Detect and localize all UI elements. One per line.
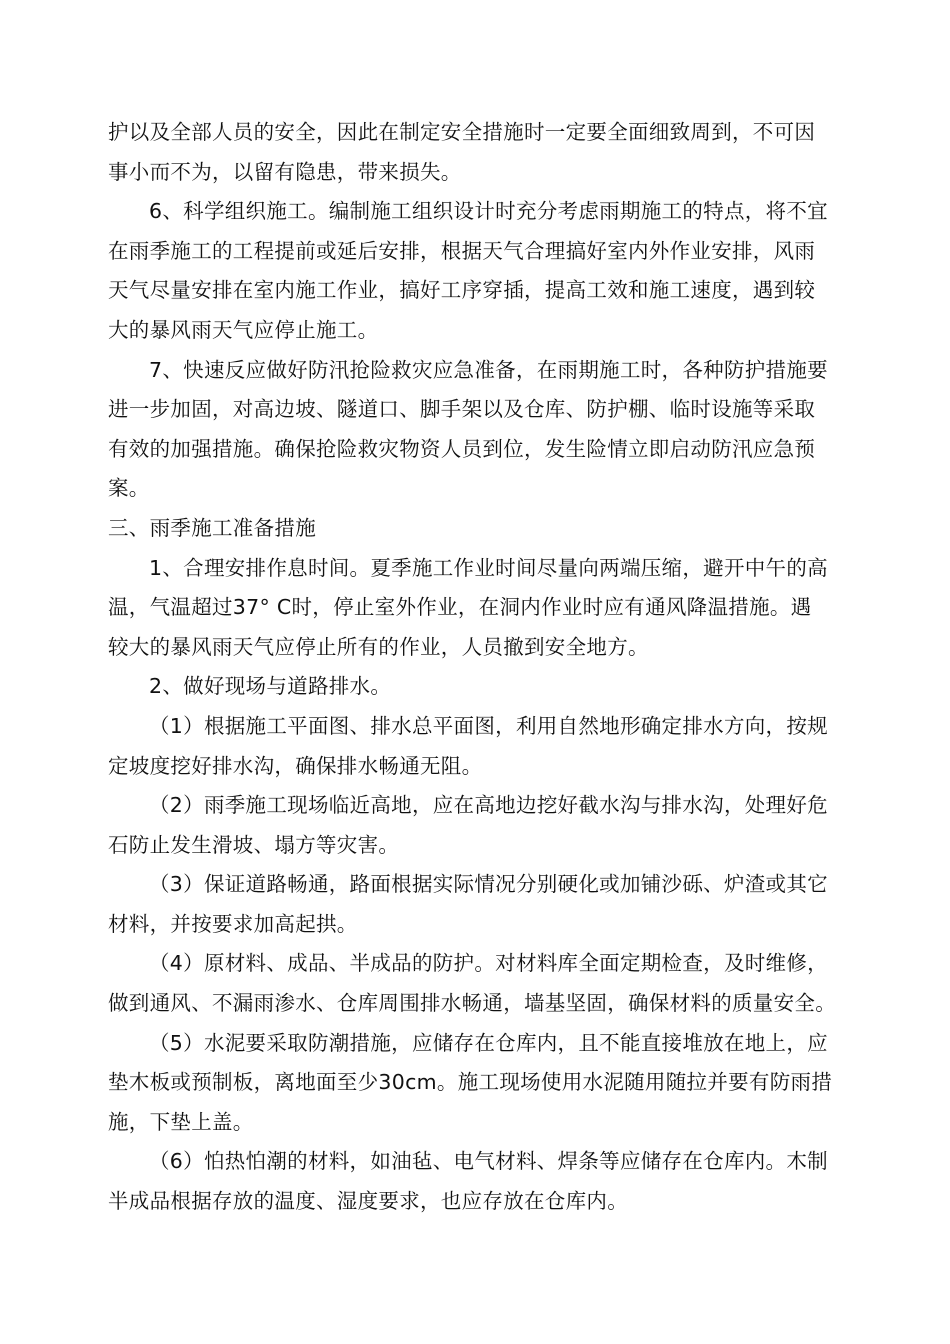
- paragraph-line: 天气尽量安排在室内施工作业，搞好工序穿插，提高工效和施工速度，遇到较: [108, 278, 816, 303]
- paragraph-line: 有效的加强措施。确保抢险救灾物资人员到位，发生险情立即启动防汛应急预: [108, 436, 816, 461]
- paragraph-line: （2）雨季施工现场临近高地，应在高地边挖好截水沟与排水沟，处理好危: [149, 793, 828, 818]
- paragraph-line: 温，气温超过37° C时，停止室外作业，在洞内作业时应有通风降温措施。遇: [108, 595, 812, 620]
- paragraph-line: 石防止发生滑坡、塌方等灾害。: [108, 832, 400, 857]
- section-heading: 三、雨季施工准备措施: [108, 515, 316, 540]
- paragraph-line: 护以及全部人员的安全，因此在制定安全措施时一定要全面细致周到，不可因: [108, 120, 816, 144]
- paragraph-line: 2、做好现场与道路排水。: [149, 674, 392, 699]
- paragraph-line: （5）水泥要采取防潮措施，应储存在仓库内，且不能直接堆放在地上，应: [149, 1030, 828, 1055]
- paragraph-line: 材料，并按要求加高起拱。: [108, 911, 358, 936]
- paragraph-line: （6）怕热怕潮的材料，如油毡、电气材料、焊条等应储存在仓库内。木制: [149, 1149, 828, 1174]
- paragraph-line: 事小而不为，以留有隐患，带来损失。: [108, 159, 462, 184]
- document-page: [108, 113, 848, 1222]
- paragraph-line: 在雨季施工的工程提前或延后安排，根据天气合理搞好室内外作业安排，风雨: [108, 238, 816, 263]
- paragraph-line: 大的暴风雨天气应停止施工。: [108, 317, 379, 342]
- paragraph-line: 定坡度挖好排水沟，确保排水畅通无阻。: [108, 753, 483, 778]
- paragraph-line: 垫木板或预制板，离地面至少30cm。施工现场使用水泥随用随拉并要有防雨措: [108, 1070, 833, 1095]
- paragraph-line: 半成品根据存放的温度、湿度要求，也应存放在仓库内。: [108, 1189, 628, 1214]
- paragraph-line: 做到通风、不漏雨渗水、仓库周围排水畅通，墙基坚固，确保材料的质量安全。: [108, 991, 836, 1016]
- paragraph-line: 施，下垫上盖。: [108, 1109, 254, 1134]
- paragraph-line: 1、合理安排作息时间。夏季施工作业时间尽量向两端压缩，避开中午的高: [149, 555, 828, 580]
- paragraph-line: （4）原材料、成品、半成品的防护。对材料库全面定期检查，及时维修，: [149, 951, 828, 976]
- paragraph-line: 6、科学组织施工。编制施工组织设计时充分考虑雨期施工的特点，将不宜: [149, 199, 828, 224]
- paragraph-line: 7、快速反应做好防汛抢险救灾应急准备，在雨期施工时，各种防护措施要: [149, 357, 828, 382]
- paragraph-line: 案。: [108, 476, 150, 501]
- paragraph-line: 进一步加固，对高边坡、隧道口、脚手架以及仓库、防护棚、临时设施等采取: [108, 397, 816, 422]
- paragraph-line: （3）保证道路畅通，路面根据实际情况分别硬化或加铺沙砾、炉渣或其它: [149, 872, 828, 897]
- paragraph-line: （1）根据施工平面图、排水总平面图，利用自然地形确定排水方向，按规: [149, 713, 828, 738]
- paragraph-line: 较大的暴风雨天气应停止所有的作业，人员撤到安全地方。: [108, 634, 649, 659]
